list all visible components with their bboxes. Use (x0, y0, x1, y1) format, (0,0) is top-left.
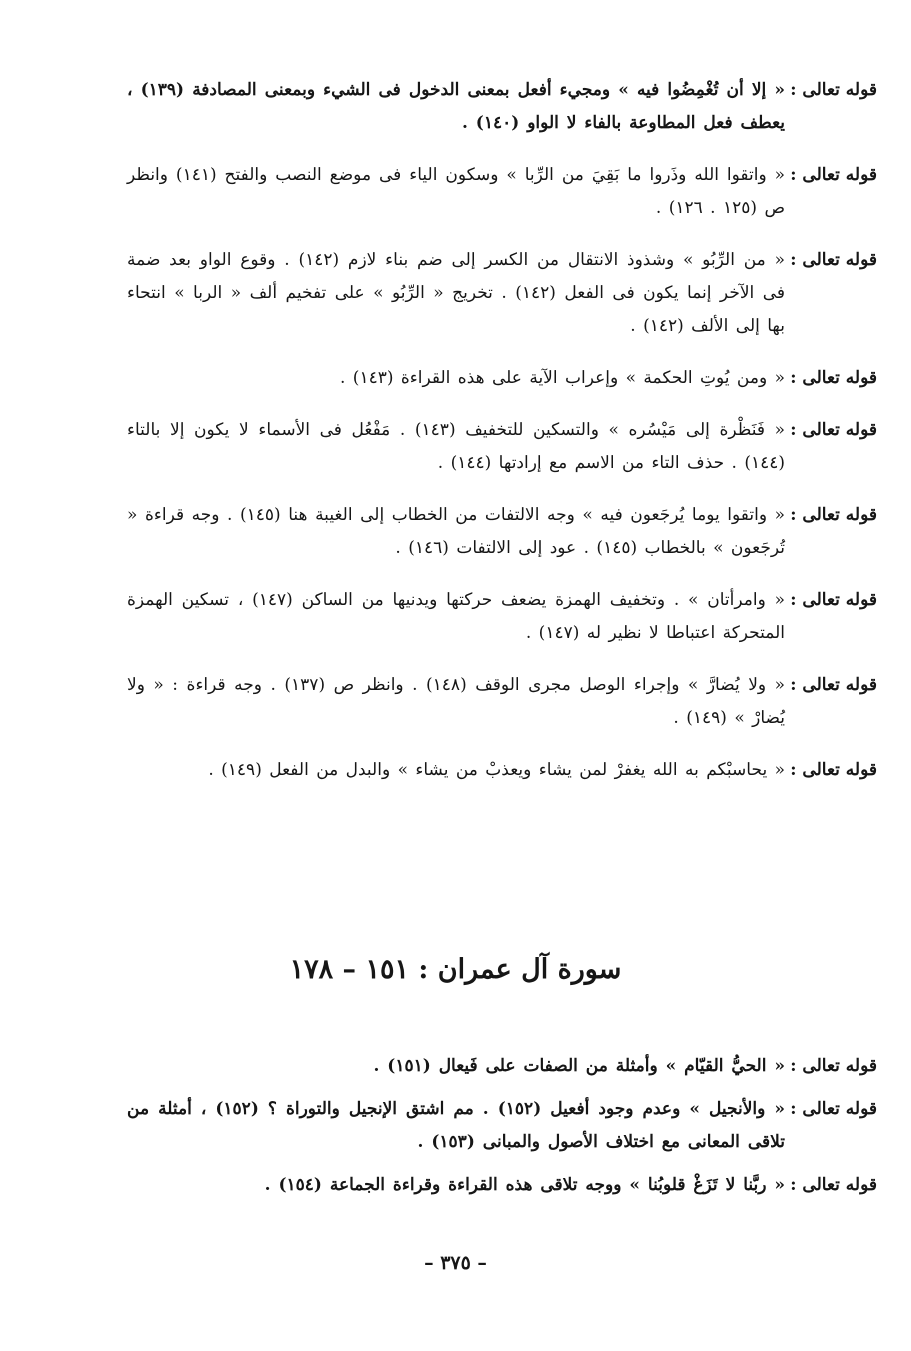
entry-154 (127, 1169, 877, 1202)
entry-151 (127, 1050, 877, 1083)
entries-block-2 (127, 1050, 877, 1212)
entry-label: قوله تعالى : (790, 760, 877, 780)
entry-text: « إلا أن تُغْمِضُوا فيه » ومجيء أفعل بمعنى الدخول فى الشيء وبمعنى المصادفة (١٣٩) ، يعطف فعل المطاوعة بالفاء لا الواو (١٤٠) . (127, 80, 785, 133)
entry-label: قوله تعالى : (790, 505, 877, 525)
entry-text: « فَنَظْرة إلى مَيْسُره » والتسكين للتخفيف (١٤٣) . مَفْعُل فى الأسماء لا يكون إلا بالتاء (١٤٤) . حذف التاء من الاسم مع إرادتها (١٤٤) . (127, 420, 785, 473)
entry-147 (127, 584, 877, 650)
entry-143b (127, 414, 877, 480)
entry-label: قوله تعالى : (790, 80, 877, 100)
entry-label: قوله تعالى : (790, 250, 877, 270)
entry-text: « يحاسبْكم به الله يغفرْ لمن يشاء ويعذبْ من يشاء » والبدل من الفعل (١٤٩) . (208, 760, 785, 780)
entry-141 (127, 159, 877, 225)
entry-label: قوله تعالى : (790, 675, 877, 695)
entry-text: « واتقوا يوما يُرجَعون فيه » وجه الالتفات من الخطاب إلى الغيبة هنا (١٤٥) . وجه قراءة « تُرجَعون » بالخطاب (١٤٥) . عود إلى الالتفات (١٤٦) . (127, 505, 785, 558)
entry-145 (127, 499, 877, 565)
entry-143 (127, 362, 877, 395)
entry-label: قوله تعالى : (790, 368, 877, 388)
entry-text: « وامرأتان » . وتخفيف الهمزة يضعف حركتها ويدنيها من الساكن (١٤٧) ، تسكين الهمزة المتحركة اعتباطا لا نظير له (١٤٧) . (127, 590, 785, 643)
entries-block (127, 74, 877, 806)
entry-149 (127, 754, 877, 787)
entry-text: « والأنجيل » وعدم وجود أفعيل (١٥٢) . مم اشتق الإنجيل والتوراة ؟ (١٥٢) ، أمثلة من تلاقى المعانى مع اختلاف الأصول والمبانى (١٥٣) . (127, 1099, 785, 1152)
entry-label: قوله تعالى : (790, 420, 877, 440)
entry-text: « ومن يُوتِ الحكمة » وإعراب الآية على هذه القراءة (١٤٣) . (339, 368, 785, 388)
entry-142 (127, 244, 877, 343)
entry-label: قوله تعالى : (790, 1175, 877, 1195)
entry-152 (127, 1093, 877, 1159)
entry-label: قوله تعالى : (790, 1099, 877, 1119)
entry-label: قوله تعالى : (790, 1056, 877, 1076)
entry-label: قوله تعالى : (790, 590, 877, 610)
entry-label: قوله تعالى : (790, 165, 877, 185)
entry-text: « ولا يُضارَّ » وإجراء الوصل مجرى الوقف (١٤٨) . وانظر ص (١٣٧) . وجه قراءة : « ولا يُضارْ » (١٤٩) . (127, 675, 785, 728)
entry-text: « واتقوا الله وذَروا ما بَقِيَ من الرِّبا » وسكون الياء فى موضع النصب والفتح (١٤١) وانظر ص (١٢٥ . ١٢٦) . (127, 165, 785, 218)
section-title: سورة آل عمران : ١٥١ – ١٧٨ (289, 954, 622, 985)
entry-text: « من الرِّبُو » وشذوذ الانتقال من الكسر إلى ضم بناء لازم (١٤٢) . وقوع الواو بعد ضمة فى الآخر إنما يكون فى الفعل (١٤٢) . تخريج « الرِّبُو » على تفخيم ألف « الربا » انتحاء بها إلى الألف (١٤٢) . (127, 250, 786, 336)
entry-text: « ربَّنا لا تَزَغْ قلوبُنا » ووجه تلاقى هذه القراءة وقراءة الجماعة (١٥٤) . (264, 1175, 785, 1195)
entry-text: « الحيُّ القيّام » وأمثلة من الصفات على فَيعال (١٥١) . (373, 1056, 785, 1076)
entry-148 (127, 669, 877, 735)
entry-139 (127, 74, 877, 140)
page-number: – ٣٧٥ – (424, 1252, 487, 1274)
